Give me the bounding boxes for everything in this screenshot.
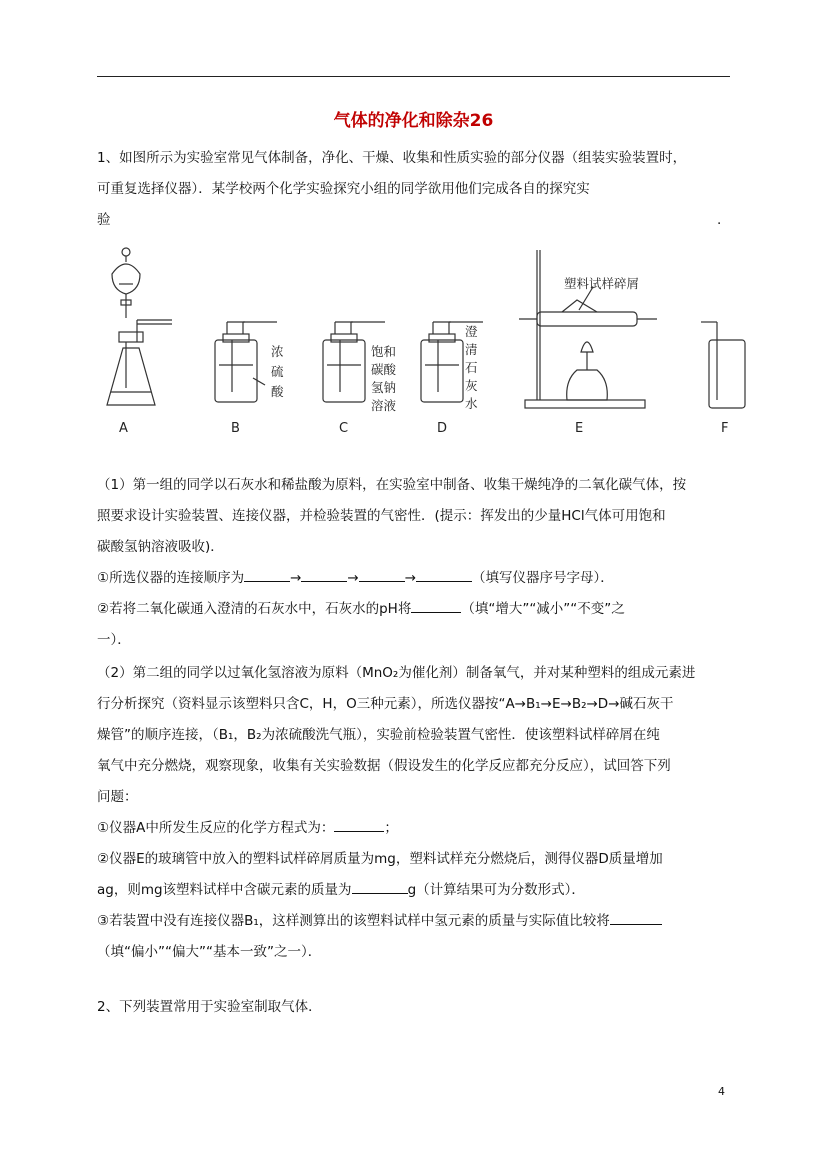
label-c-text-1: 饱和: [371, 344, 397, 359]
apparatus-drawing: [97, 240, 747, 440]
label-c-text-3: 氢钠: [371, 380, 397, 395]
q1-part2-question2: ag，则mg该塑料试样中含碳元素的质量为 g（计算结果可为分数形式）．: [97, 875, 733, 906]
answer-blank[interactable]: [334, 817, 384, 832]
label-b: B: [231, 421, 240, 436]
page-title: 气体的净化和除杂26: [333, 111, 494, 131]
page-number: 4: [718, 1085, 725, 1098]
label-c: C: [339, 421, 349, 436]
label-d-text-1: 澄: [465, 324, 478, 339]
answer-blank[interactable]: [610, 910, 662, 925]
label-e: E: [575, 421, 584, 436]
header-rule: [97, 76, 730, 77]
q1-part2-question1: ①仪器A中所发生反应的化学方程式为： ；: [97, 813, 733, 844]
label-c-text-4: 溶液: [371, 398, 397, 413]
label-c-text-2: 碳酸: [371, 362, 397, 377]
label-a: A: [119, 421, 128, 436]
answer-blank[interactable]: [244, 567, 290, 582]
label-d-text-4: 灰: [465, 378, 478, 393]
q1-part1-question1: ①所选仪器的连接顺序为 → → → （填写仪器序号字母）．: [97, 563, 733, 594]
q1-part1-question2: ②若将二氧化碳通入澄清的石灰水中，石灰水的pH将 （填“增大”“减小”“不变”之: [97, 594, 733, 625]
label-d-text-3: 石: [465, 360, 478, 375]
answer-blank[interactable]: [352, 879, 408, 894]
label-f: F: [721, 421, 729, 436]
label-d-text-5: 水: [465, 396, 478, 411]
label-e-text: 塑料试样碎屑: [564, 276, 640, 291]
q2-intro: 2、下列装置常用于实验室制取气体．: [97, 999, 322, 1015]
q1-intro: 1、如图所示为实验室常见气体制备，净化、干燥、收集和性质实验的部分仪器（组装实验装置时， 可重复选择仪器）．某学校两个化学实验探究小组的同学欲用他们完成各自的探究实 验 .: [97, 150, 722, 228]
answer-blank[interactable]: [416, 567, 472, 582]
q1-part1: （1）第一组的同学以石灰水和稀盐酸为原料，在实验室中制备、收集干燥纯净的二氧化碳气体，按 照要求设计实验装置、连接仪器，并检验装置的气密性．(提示：挥发出的少量HCl气体可用饱和 碳酸氢钠溶液吸收)． ①所选仪器的连接顺序为 → → → （填写仪器序号字母）． ②若将二氧化碳通入澄清的石灰水中，石灰水的pH将 （填“增大”“减小”“不变”之 一）．: [97, 470, 733, 656]
label-b-text-2: 硫: [271, 364, 284, 379]
label-b-text-3: 酸: [271, 384, 284, 399]
q1-part2-question3: ③若装置中没有连接仪器B₁，这样测算出的该塑料试样中氢元素的质量与实际值比较将: [97, 906, 733, 937]
label-d-text-2: 清: [465, 342, 478, 357]
answer-blank[interactable]: [359, 567, 405, 582]
label-d: D: [437, 421, 448, 436]
answer-blank[interactable]: [411, 598, 461, 613]
label-b-text-1: 浓: [271, 344, 284, 359]
apparatus-figure: [97, 240, 747, 440]
q1-part2: （2）第二组的同学以过氧化氢溶液为原料（MnO₂为催化剂）制备氧气，并对某种塑料的组成元素进 行分析探究（资料显示该塑料只含C，H，O三种元素），所选仪器按“A→B₁→E→B₂→D→碱石灰干 燥管”的顺序连接，（B₁，B₂为浓硫酸洗气瓶），实验前检验装置气密性．使该塑料试样碎屑在纯 氧气中充分燃烧，观察现象，收集有关实验数据（假设发生的化学反应都充分反应），试回答下列 问题： ①仪器A中所发生反应的化学方程式为： ； ②仪器E的玻璃管中放入的塑料试样碎屑质量为mg，塑料试样充分燃烧后，测得仪器D质量增加 ag，则mg该塑料试样中含碳元素的质量为 g（计算结果可为分数形式）． ③若装置中没有连接仪器B₁，这样测算出的该塑料试样中氢元素的质量与实际值比较将 （填“偏小”“偏大”“基本一致”之一）．: [97, 658, 733, 968]
answer-blank[interactable]: [301, 567, 347, 582]
